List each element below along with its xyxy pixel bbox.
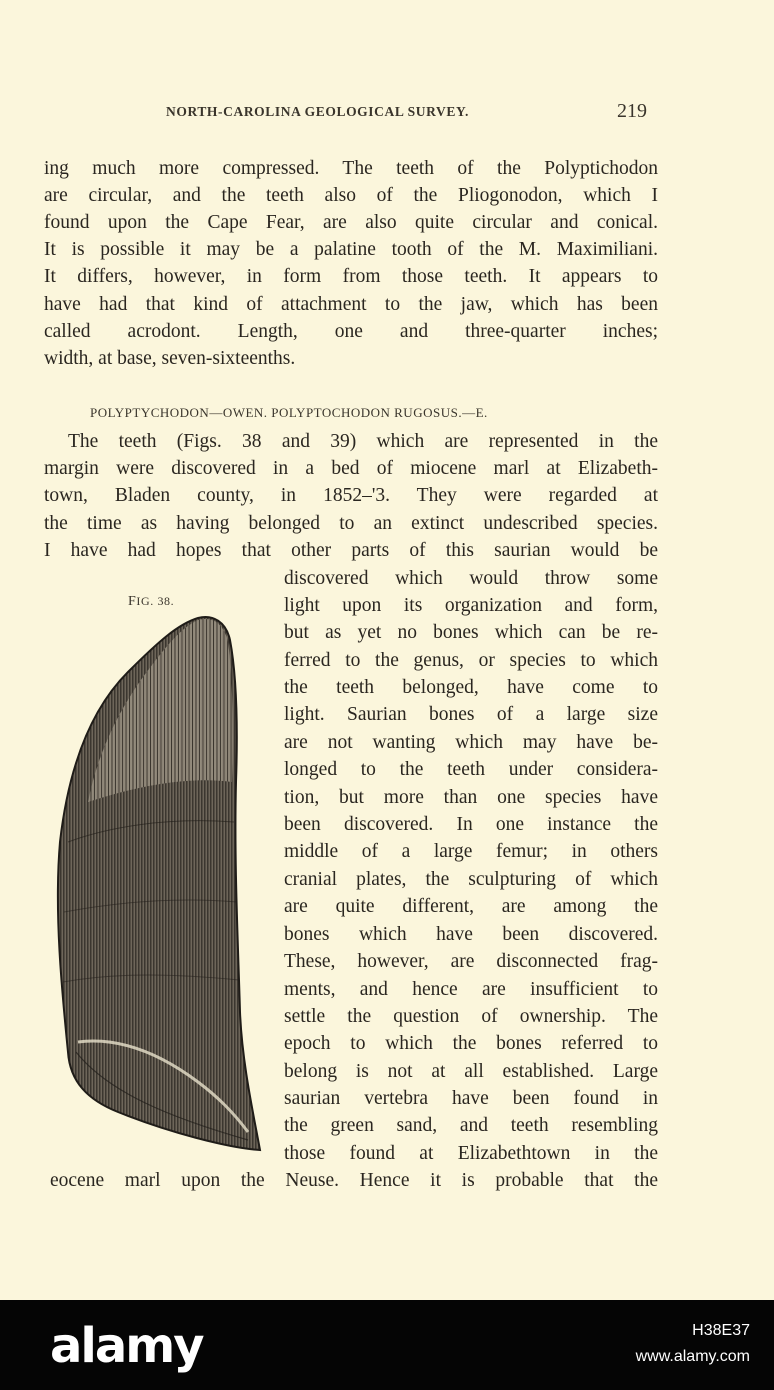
body-line: saurian vertebra have been found in xyxy=(284,1088,658,1109)
watermark-url-text: www.alamy.com xyxy=(635,1348,750,1365)
body-line: middle of a large femur; in others xyxy=(284,841,658,862)
body-line: but as yet no bones which can be re- xyxy=(284,622,658,643)
body-line: are not wanting which may have be- xyxy=(284,732,658,753)
body-line: cranial plates, the sculpturing of which xyxy=(284,869,658,890)
body-line: eocene marl upon the Neuse. Hence it is probable that the xyxy=(50,1170,658,1191)
body-line: ments, and hence are insufficient to xyxy=(284,979,658,1000)
body-line: It differs, however, in form from those teeth. It appears to xyxy=(44,266,658,287)
section-heading: POLYPTYCHODON—OWEN. POLYPTOCHODON RUGOSUS.—E. xyxy=(90,405,488,420)
body-line: margin were discovered in a bed of miocene marl at Elizabeth- xyxy=(44,458,658,479)
body-line: called acrodont. Length, one and three-quarter inches; xyxy=(44,321,658,342)
body-line: the green sand, and teeth resembling xyxy=(284,1115,658,1136)
body-line: have had that kind of attachment to the jaw, which has been xyxy=(44,294,658,315)
page-number: 219 xyxy=(617,100,647,122)
fossil-tooth-illustration xyxy=(48,612,270,1160)
body-line: the teeth belonged, have come to xyxy=(284,677,658,698)
running-head: NORTH-CAROLINA GEOLOGICAL SURVEY. xyxy=(166,104,470,119)
body-line: light upon its organization and form, xyxy=(284,595,658,616)
body-line: are quite different, are among the xyxy=(284,896,658,917)
body-line: width, at base, seven-sixteenths. xyxy=(44,348,296,369)
body-line: longed to the teeth under considera- xyxy=(284,759,658,780)
body-line: found upon the Cape Fear, are also quite circular and conical. xyxy=(44,212,658,233)
body-line: tion, but more than one species have xyxy=(284,787,658,808)
body-line: epoch to which the bones referred to xyxy=(284,1033,658,1054)
body-line: I have had hopes that other parts of this saurian would be xyxy=(44,540,658,561)
body-line: the time as having belonged to an extinct undescribed species. xyxy=(44,513,658,534)
body-line: been discovered. In one instance the xyxy=(284,814,658,835)
body-line: settle the question of ownership. The xyxy=(284,1006,658,1027)
body-line: light. Saurian bones of a large size xyxy=(284,704,658,725)
body-line: These, however, are disconnected frag- xyxy=(284,951,658,972)
body-line: bones which have been discovered. xyxy=(284,924,658,945)
body-line: town, Bladen county, in 1852–'3. They were regarded at xyxy=(44,485,658,506)
alamy-logo: alamy xyxy=(50,1318,203,1374)
image-id-text: H38E37 xyxy=(692,1322,750,1339)
body-line: belong is not at all established. Large xyxy=(284,1061,658,1082)
body-line: discovered which would throw some xyxy=(284,568,658,589)
body-line: those found at Elizabethtown in the xyxy=(284,1143,658,1164)
body-line: are circular, and the teeth also of the Pliogonodon, which I xyxy=(44,185,658,206)
body-line: The teeth (Figs. 38 and 39) which are represented in the xyxy=(68,431,658,452)
body-line: ing much more compressed. The teeth of the Polyptichodon xyxy=(44,158,658,179)
figure-label: FIG. 38. xyxy=(128,594,175,609)
body-line: ferred to the genus, or species to which xyxy=(284,650,658,671)
body-line: It is possible it may be a palatine tooth of the M. Maximiliani. xyxy=(44,239,658,260)
